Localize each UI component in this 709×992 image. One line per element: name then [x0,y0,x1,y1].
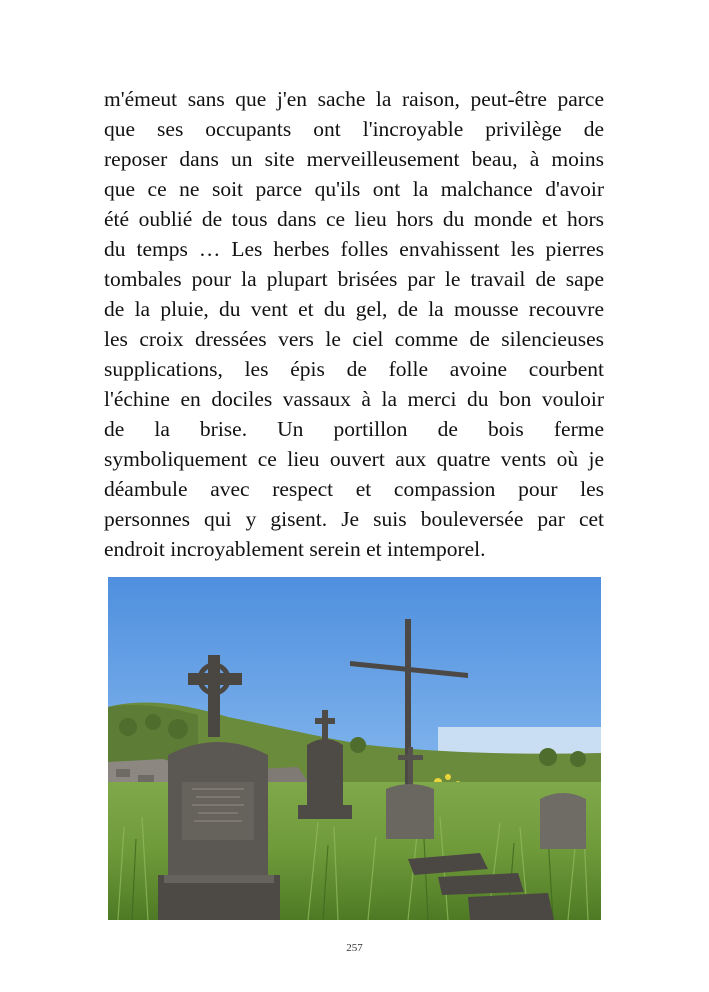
text-line: du temps … Les herbes folles envahissent les pierres [104,237,604,261]
text-line: tombales pour la plupart brisées par le travail de sape [104,267,604,291]
text-line: été oublié de tous dans ce lieu hors du monde et hors [104,207,604,231]
text-line: endroit incroyablement serein et intemporel. [104,537,486,561]
page-number: 257 [346,942,363,954]
text-line: que ses occupants ont l'incroyable privilège de [104,117,604,141]
text-line: déambule avec respect et compassion pour les [104,477,604,501]
headstone-middle [386,784,434,839]
text-line: m'émeut sans que j'en sache la raison, peut-être parce [104,87,604,111]
cemetery-photo [108,577,601,920]
body-paragraph [104,84,604,564]
text-line: de la pluie, du vent et du gel, de la mousse recouvre [104,297,604,321]
headstone-right [540,793,586,849]
text-line: reposer dans un site merveilleusement beau, à moins [104,147,604,171]
text-line: les croix dressées vers le ciel comme de silencieuses [104,327,604,351]
text-line: supplications, les épis de folle avoine courbent [104,357,604,381]
text-line: de la brise. Un portillon de bois ferme [104,417,604,441]
text-line: personnes qui y gisent. Je suis bouleversée par cet [104,507,604,531]
text-line: que ce ne soit parce qu'ils ont la malchance d'avoir [104,177,604,201]
text-line: symboliquement ce lieu ouvert aux quatre vents où je [104,447,604,471]
text-line: l'échine en dociles vassaux à la merci du bon vouloir [104,387,604,411]
